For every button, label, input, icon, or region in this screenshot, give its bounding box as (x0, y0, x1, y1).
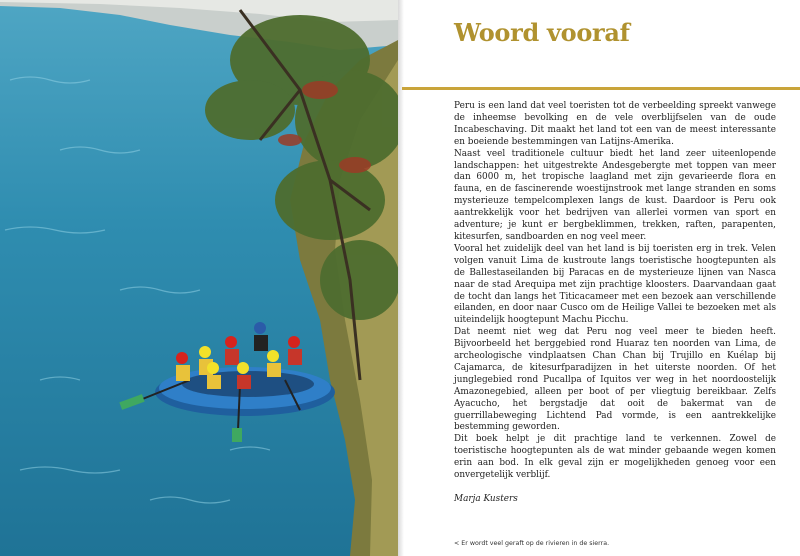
preface-text (454, 101, 776, 506)
paragraph: Peru is een land dat veel toeristen tot de verbeelding spreekt vanwege de inheemse bevolking en de vele overblijfselen van de oude Incabeschaving. Dit maakt het land tot een van de meest interessante en boeiende bestemmingen van Latijns-Amerika. (454, 101, 776, 147)
river-rafting-photo (0, 0, 398, 556)
photo-caption: < Er wordt veel geraft op de rivieren in de sierra. (454, 540, 610, 547)
page-title: Woord vooraf (454, 18, 630, 48)
paragraph: Dat neemt niet weg dat Peru nog veel meer te bieden heeft. Bijvoorbeeld het berggebied rond Huaraz ten noorden van Lima, de archeologische vindplaatsen Chan Chan bij Trujillo en Kuélap bij Cajamarca, de kitesurfparadijzen in het uiterste noorden. Of het junglegebied rond Pucallpa of Iquitos ver weg in het noordoostelijk Amazonegebied, alleen per boot of per vliegtuig bereikbaar. Zelfs Ayacucho, het bergstadje dat ooit de bakermat van de guerrillabeweging Lichtend Pad vormde, is een aantrekkelijke bestemming geworden. (454, 327, 776, 433)
paragraph: Naast veel traditionele cultuur biedt het land zeer uiteenlopende landschappen: het uitgestrekte Andesgebergte met toppen van meer dan 6000 m, het tropische laagland met zijn gevarieerde flora en fauna, en de fascinerende woestijnstrook met lange stranden en soms mysterieuze tempelcomplexen langs de kust. Daardoor is Peru ook aantrekkelijk voor het bedrijven van allerlei vormen van sport en adventure; je kunt er bergbeklimmen, trekken, raften, parapenten, kitesurfen, sandboarden en nog veel meer. (454, 148, 776, 242)
author-signature: Marja Kusters (454, 493, 518, 504)
paragraph: Vooral het zuidelijk deel van het land is bij toeristen erg in trek. Velen volgen vanuit Lima de kustroute langs toeristische hoogtepunten als de Ballestaseilanden bij Paracas en de mysterieuze lijnen van Nasca naar de stad Arequipa met zijn prachtige kloosters. Daarvandaan gaat de tocht dan langs het Titicacameer met een bezoek aan verschillende eilanden, en door naar Cusco om de Heilige Vallei te bezoeken met als uiteindelijk hoogtepunt Machu Picchu. (454, 243, 776, 326)
page-gutter (398, 0, 404, 556)
paragraph: Dit boek helpt je dit prachtige land te verkennen. Zowel de toeristische hoogtepunten als de wat minder gebaande wegen komen erin aan bod. In elk geval zijn er mogelijkheden genoeg voor een onvergetelijk verblijf. (454, 434, 776, 481)
title-rule (402, 87, 800, 90)
